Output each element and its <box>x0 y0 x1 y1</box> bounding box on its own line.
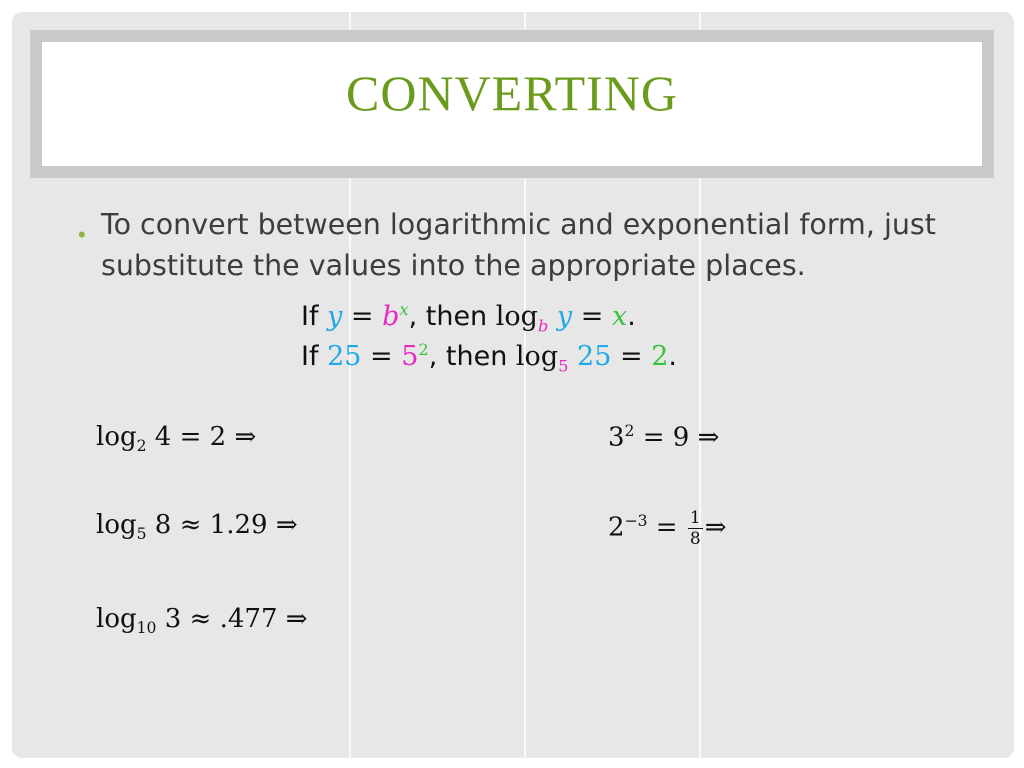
log-rest: 8 ≈ 1.29 ⇒ <box>146 510 298 540</box>
rule-equals2: = <box>580 301 604 332</box>
rule-var-x: x <box>612 301 628 332</box>
rule-equals2: = <box>619 341 643 372</box>
log-base: 5 <box>136 525 147 544</box>
fraction <box>688 508 703 549</box>
log-base: 2 <box>136 437 147 456</box>
page-title: CONVERTING <box>346 65 678 121</box>
rule-equals: = <box>350 301 374 332</box>
log-base: 10 <box>136 619 157 638</box>
exp-arrow: ⇒ <box>704 512 727 543</box>
exp-rest: = <box>647 512 678 543</box>
rule-then: , then <box>428 341 508 372</box>
log-rest: 4 = 2 ⇒ <box>146 422 257 452</box>
rule-var-y: y <box>327 301 343 332</box>
rule-log: log <box>515 341 559 372</box>
rule-2: 2 <box>651 341 669 372</box>
rule-25: 25 <box>327 341 362 372</box>
rule-5: 5 <box>401 341 419 372</box>
exp-rest: = 9 ⇒ <box>634 422 720 453</box>
rule-line-example <box>301 340 677 375</box>
exp-example-1 <box>608 422 719 453</box>
rule-var-b: b <box>382 301 400 332</box>
rule-var-y2: y <box>556 301 573 332</box>
fraction-denominator: 8 <box>689 529 701 549</box>
rule-25b: 25 <box>577 341 612 372</box>
title-panel <box>42 42 982 166</box>
rule-period: . <box>668 341 677 372</box>
log-rest: 3 ≈ .477 ⇒ <box>156 604 308 634</box>
rule-exponent-2: 2 <box>418 340 429 359</box>
exp-base: 3 <box>608 422 625 453</box>
exp-base: 2 <box>608 512 625 543</box>
rule-equals: = <box>370 341 393 372</box>
log-example-1 <box>96 422 256 455</box>
rule-then: , then <box>408 301 488 332</box>
bullet-text: To convert between logarithmic and exponential form, just substitute the values into the appropriate places. <box>101 208 936 282</box>
rule-if: If <box>301 341 319 372</box>
log-example-2 <box>96 510 298 543</box>
rule-exponent-x: x <box>399 300 409 319</box>
log-word: log <box>96 422 137 452</box>
exp-example-2 <box>608 508 727 549</box>
rule-log-base: 5 <box>558 356 569 376</box>
title-frame <box>30 30 994 178</box>
rule-if: If <box>301 301 319 332</box>
log-word: log <box>96 510 137 540</box>
bullet-icon: • <box>78 222 86 247</box>
rule-log-base: b <box>537 316 549 336</box>
rule-log: log <box>495 301 538 332</box>
log-word: log <box>96 604 137 634</box>
slide <box>12 12 1014 758</box>
rule-period: . <box>627 301 636 332</box>
exp-power: −3 <box>624 511 648 530</box>
exp-power: 2 <box>624 422 635 440</box>
rule-line-general <box>301 300 636 335</box>
log-example-3 <box>96 604 308 637</box>
fraction-numerator: 1 <box>689 508 701 528</box>
